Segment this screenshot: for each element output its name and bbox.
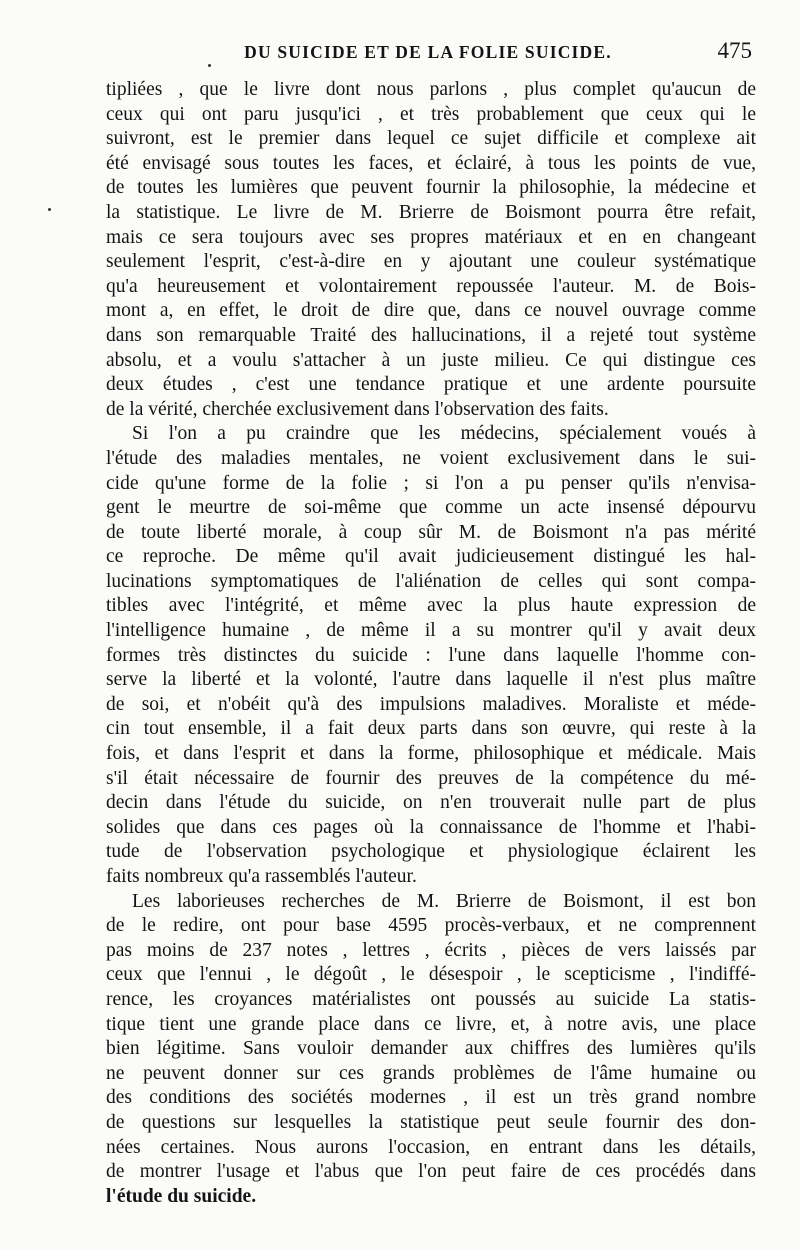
text-line: nées certaines. Nous aurons l'occasion, en entrant dans les détails, [106, 1136, 756, 1158]
text-line: serve la liberté et la volonté, l'autre dans laquelle il n'est plus maître [106, 669, 756, 691]
paragraph [106, 890, 756, 1210]
text-line: de le redire, ont pour base 4595 procès-verbaux, et ne comprennent [106, 915, 756, 937]
text-line: cin tout ensemble, il a fait deux parts dans son œuvre, qui reste à la [106, 718, 756, 740]
text-line: dans son remarquable Traité des hallucinations, il a rejeté tout système [106, 324, 756, 346]
text-line: bien légitime. Sans vouloir demander aux chiffres des lumières qu'ils [106, 1038, 756, 1060]
text-line: tipliées , que le livre dont nous parlons , plus complet qu'aucun de [106, 79, 756, 100]
text-line: cide qu'une forme de la folie ; si l'on a pu penser qu'ils n'envisa- [106, 472, 756, 494]
text-line: de montrer l'usage et l'abus que l'on peut faire de ces procédés dans [106, 1161, 756, 1183]
paragraph [106, 78, 756, 422]
page-number: 475 [717, 38, 752, 63]
text-line: tude de l'observation psychologique et physiologique éclairent les [106, 841, 756, 863]
text-line: decin dans l'étude du suicide, on n'en trouverait nulle part de plus [106, 792, 756, 814]
text-line: Les laborieuses recherches de M. Brierre de Boismont, il est bon [132, 890, 756, 912]
text-line: Si l'on a pu craindre que les médecins, spécialement voués à [132, 423, 756, 445]
running-head [100, 30, 756, 64]
text-line: tibles avec l'intégrité, et même avec la plus haute expression de [106, 595, 756, 617]
text-line: de la vérité, cherchée exclusivement dans l'observation des faits. [106, 398, 609, 420]
text-line: faits nombreux qu'a rassemblés l'auteur. [106, 866, 417, 887]
text-line: suivront, est le premier dans lequel ce sujet difficile et complexe ait [106, 128, 756, 150]
print-speck [208, 64, 211, 67]
text-line: de toutes les lumières que peuvent fournir la philosophie, la médecine et [106, 177, 756, 199]
text-line: absolu, et a voulu s'attacher à un juste milieu. Ce qui distingue ces [106, 349, 756, 371]
text-line: de questions sur lesquelles la statistique peut seule fournir des don- [106, 1111, 756, 1133]
print-speck [48, 208, 51, 211]
text-line: des conditions des sociétés modernes , il est un très grand nombre [106, 1087, 756, 1109]
text-line: ceux que l'ennui , le dégoût , le désespoir , le scepticisme , l'indiffé- [106, 964, 756, 986]
text-line: l'étude du suicide. [106, 1185, 257, 1207]
text-line: été envisagé sous toutes les faces, et éclairé, à tous les points de vue, [106, 152, 756, 174]
text-line: pas moins de 237 notes , lettres , écrits , pièces de vers laissés par [106, 939, 756, 961]
text-line: de toute liberté morale, à coup sûr M. de Boismont n'a pas mérité [106, 521, 756, 543]
text-line: deux études , c'est une tendance pratique et une ardente poursuite [106, 374, 756, 396]
text-line: l'étude des maladies mentales, ne voient exclusivement dans le sui- [106, 447, 756, 469]
text-line: s'il était nécessaire de fournir des preuves de la compétence du mé- [106, 767, 756, 789]
body-text [106, 78, 756, 1209]
text-line: l'intelligence humaine , de même il a su montrer qu'il y avait deux [106, 620, 756, 642]
text-line: ne peuvent donner sur ces grands problèmes de l'âme humaine ou [106, 1062, 756, 1084]
text-line: qu'a heureusement et volontairement repoussée l'auteur. M. de Bois- [106, 275, 756, 297]
text-line: lucinations symptomatiques de l'aliénation de celles qui sont compa- [106, 570, 756, 592]
text-line: ceux qui ont paru jusqu'ici , et très probablement que ceux qui le [106, 103, 756, 125]
text-line: solides que dans ces pages où la connaissance de l'homme et l'habi- [106, 816, 756, 838]
text-line: gent le meurtre de soi-même que comme un acte insensé dépourvu [106, 497, 756, 519]
text-line: la statistique. Le livre de M. Brierre de Boismont pourra être refait, [106, 201, 756, 223]
text-line: formes très distinctes du suicide : l'une dans laquelle l'homme con- [106, 644, 756, 666]
text-line: rence, les croyances matérialistes ont poussés au suicide La statis- [106, 988, 756, 1010]
running-title: DU SUICIDE ET DE LA FOLIE SUICIDE. [244, 42, 612, 62]
paragraph [106, 422, 756, 889]
text-line: mont a, en effet, le droit de dire que, dans ce nouvel ouvrage comme [106, 300, 756, 322]
text-line: seulement l'esprit, c'est-à-dire en y ajoutant une couleur systématique [106, 251, 756, 273]
text-line: de soi, et n'obéit qu'à des impulsions maladives. Moraliste et méde- [106, 693, 756, 715]
text-line: mais ce sera toujours avec ses propres matériaux et en en changeant [106, 226, 756, 248]
text-line: ce reproche. De même qu'il avait judicieusement distingué les hal- [106, 546, 756, 568]
text-line: tique tient une grande place dans ce livre, et, à notre avis, une place [106, 1013, 756, 1035]
text-line: fois, et dans l'esprit et dans la forme, philosophique et médicale. Mais [106, 743, 756, 765]
